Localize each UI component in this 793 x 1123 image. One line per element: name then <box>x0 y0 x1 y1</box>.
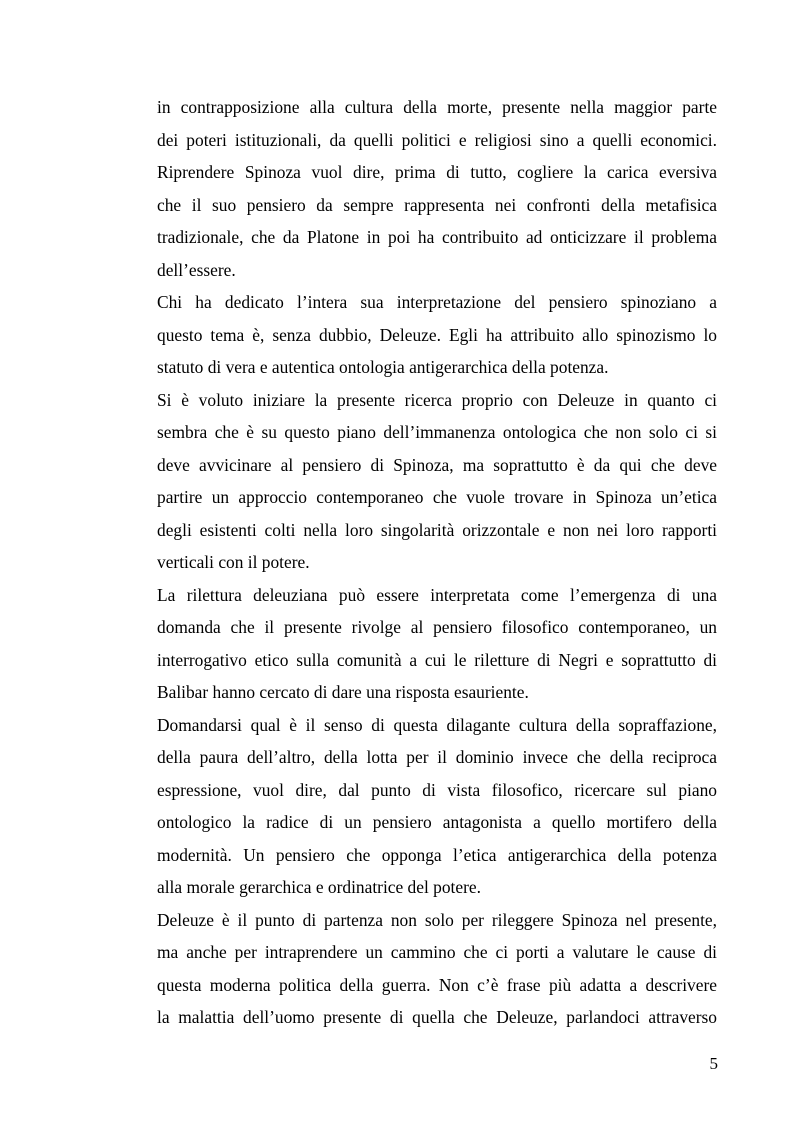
text-line: ontologico la radice di un pensiero antagonista a quello mortifero della <box>157 812 717 832</box>
text-line: verticali con il potere. <box>157 552 310 572</box>
text-line: in contrapposizione alla cultura della morte, presente nella maggior parte <box>157 97 717 117</box>
text-line: sembra che è su questo piano dell’immanenza ontologica che non solo ci si <box>157 422 717 442</box>
text-line: alla morale gerarchica e ordinatrice del potere. <box>157 877 481 897</box>
text-line: tradizionale, che da Platone in poi ha contribuito ad onticizzare il problema <box>157 227 717 247</box>
text-line: dell’essere. <box>157 259 236 280</box>
text-line: partire un approccio contemporaneo che vuole trovare in Spinoza un’etica <box>157 487 717 507</box>
text-line: degli esistenti colti nella loro singolarità orizzontale e non nei loro rapporti <box>157 519 717 540</box>
text-line: Deleuze è il punto di partenza non solo per rileggere Spinoza nel presente, <box>157 909 717 930</box>
text-line: Chi ha dedicato l’intera sua interpretazione del pensiero spinoziano a <box>157 292 717 312</box>
text-line: questo tema è, senza dubbio, Deleuze. Egli ha attribuito allo spinozismo lo <box>157 324 717 345</box>
text-line: deve avvicinare al pensiero di Spinoza, ma soprattutto è da qui che deve <box>157 454 717 475</box>
text-line: Riprendere Spinoza vuol dire, prima di tutto, cogliere la carica eversiva <box>157 162 717 182</box>
text-line: questa moderna politica della guerra. Non c’è frase più adatta a descrivere <box>157 974 717 995</box>
page-number: 5 <box>709 1054 718 1073</box>
text-line: domanda che il presente rivolge al pensiero filosofico contemporaneo, un <box>157 617 717 637</box>
text-line: della paura dell’altro, della lotta per il dominio invece che della reciproca <box>157 747 717 767</box>
text-line: espressione, vuol dire, dal punto di vista filosofico, ricercare sul piano <box>157 779 717 800</box>
text-line: ma anche per intraprendere un cammino che ci porti a valutare le cause di <box>157 942 717 962</box>
text-line: La rilettura deleuziana può essere interpretata come l’emergenza di una <box>157 584 717 605</box>
text-line: interrogativo etico sulla comunità a cui le riletture di Negri e soprattutto di <box>157 649 717 670</box>
text-line: Si è voluto iniziare la presente ricerca proprio con Deleuze in quanto ci <box>157 389 717 410</box>
text-line: la malattia dell’uomo presente di quella che Deleuze, parlandoci attraverso <box>157 1007 717 1027</box>
body-text <box>157 91 717 1034</box>
text-line: che il suo pensiero da sempre rappresenta nei confronti della metafisica <box>157 194 717 215</box>
text-line: Balibar hanno cercato di dare una risposta esauriente. <box>157 682 529 702</box>
text-line: dei poteri istituzionali, da quelli politici e religiosi sino a quelli economici. <box>157 129 717 150</box>
text-line: Domandarsi qual è il senso di questa dilagante cultura della sopraffazione, <box>157 714 717 735</box>
text-line: statuto di vera e autentica ontologia antigerarchica della potenza. <box>157 357 609 377</box>
text-line: modernità. Un pensiero che opponga l’etica antigerarchica della potenza <box>157 844 717 865</box>
